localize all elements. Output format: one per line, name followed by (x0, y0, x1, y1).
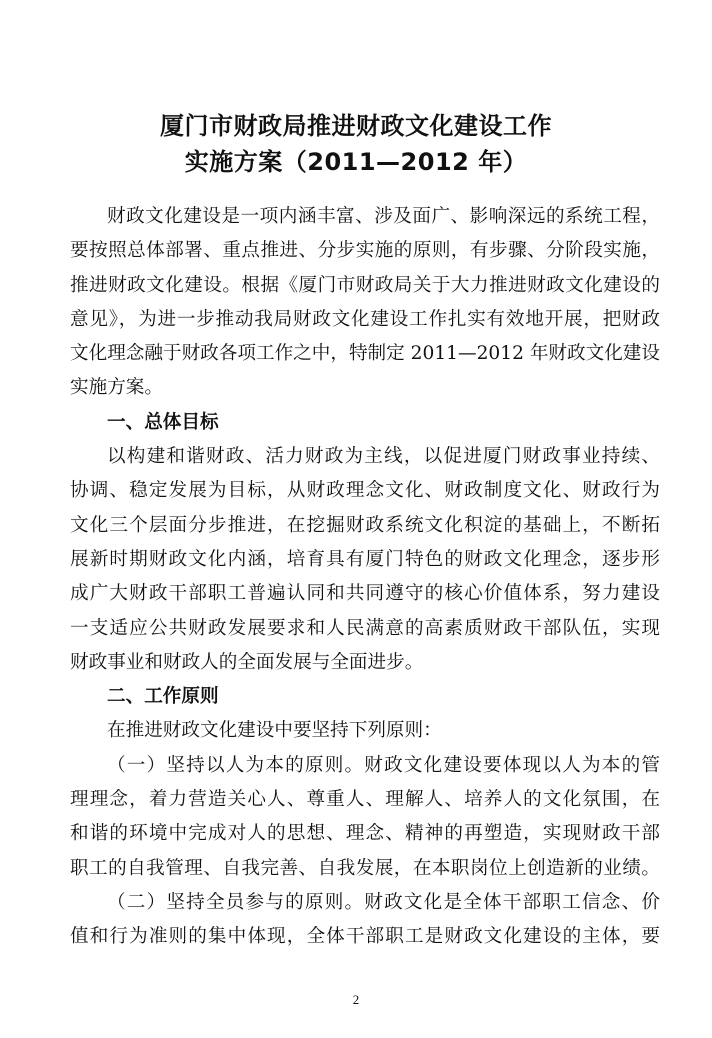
paragraph-line: 协调、稳定发展为目标，从财政理念文化、财政制度文化、财政行为 (70, 480, 660, 502)
paragraph-line: 财政事业和财政人的全面发展与全面进步。 (70, 651, 424, 673)
paragraph-line: 在推进财政文化建设中要坚持下列原则： (107, 720, 442, 742)
paragraph-line: 文化理念融于财政各项工作之中，特制定 2011—2012 年财政文化建设 (70, 343, 660, 365)
document-title-line2: 实施方案（2011—2012 年） (184, 148, 528, 176)
document-body (70, 200, 660, 955)
paragraph-line: （二）坚持全员参与的原则。财政文化是全体干部职工信念、价 (107, 891, 660, 913)
paragraph-line: 财政文化建设是一项内涵丰富、涉及面广、影响深远的系统工程， (107, 206, 660, 227)
paragraph-line: 成广大财政干部职工普遍认同和共同遵守的核心价值体系，努力建设 (70, 583, 660, 605)
paragraph-line: 展新时期财政文化内涵，培育具有厦门特色的财政文化理念，逐步形 (70, 548, 660, 570)
paragraph-line: 要按照总体部署、重点推进、分步实施的原则，有步骤、分阶段实施， (70, 240, 660, 262)
page-number: 2 (352, 992, 360, 1007)
paragraph-line: 理理念，着力营造关心人、尊重人、理解人、培养人的文化氛围，在 (70, 789, 660, 811)
paragraph-line: 值和行为准则的集中体现，全体干部职工是财政文化建设的主体，要 (70, 926, 660, 948)
paragraph-line: 和谐的环境中完成对人的思想、理念、精神的再塑造，实现财政干部 (70, 823, 660, 845)
section-heading: 一、总体目标 (107, 411, 219, 433)
paragraph-line: 意见》，为进一步推动我局财政文化建设工作扎实有效地开展，把财政 (70, 308, 660, 330)
paragraph-line: 职工的自我管理、自我完善、自我发展，在本职岗位上创造新的业绩。 (70, 857, 660, 879)
paragraph-line: 推进财政文化建设。根据《厦门市财政局关于大力推进财政文化建设的 (70, 274, 660, 296)
paragraph-line: 以构建和谐财政、活力财政为主线，以促进厦门财政事业持续、 (107, 446, 660, 468)
document-title-line1: 厦门市财政局推进财政文化建设工作 (160, 112, 552, 140)
section-heading: 二、工作原则 (107, 686, 219, 708)
paragraph-line: 文化三个层面分步推进，在挖掘财政系统文化积淀的基础上，不断拓 (70, 514, 660, 536)
paragraph-line: 实施方案。 (70, 377, 163, 399)
paragraph-line: 一支适应公共财政发展要求和人民满意的高素质财政干部队伍，实现 (70, 617, 660, 639)
paragraph-line: （一）坚持以人为本的原则。财政文化建设要体现以人为本的管 (107, 754, 660, 776)
